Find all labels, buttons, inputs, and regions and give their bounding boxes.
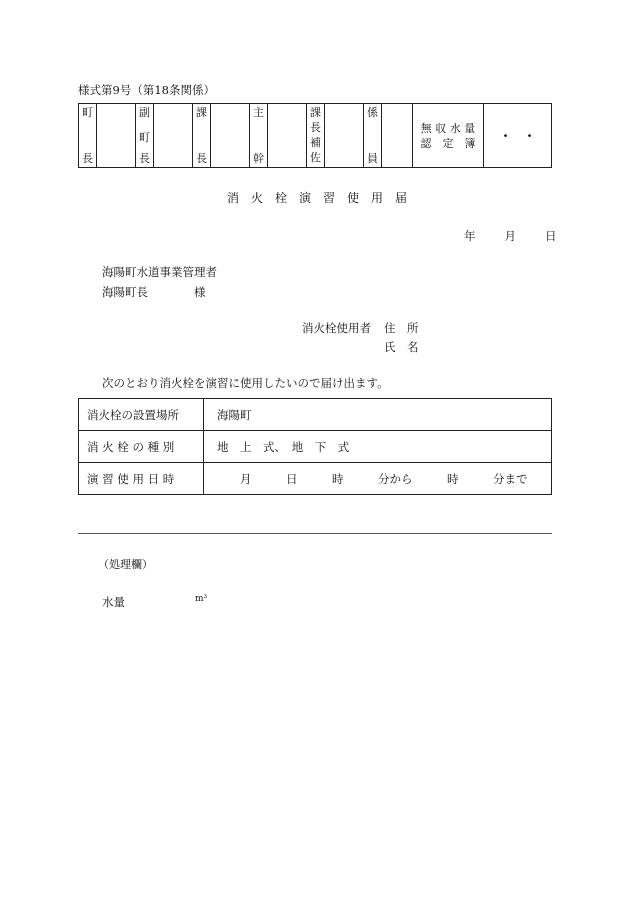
stamp-box-deputy[interactable] [154, 104, 193, 168]
table-row [79, 463, 552, 495]
water-volume-label: 水量 [102, 595, 125, 609]
processing-heading: （処理欄） [98, 558, 153, 571]
stamp-label-chief: 町 長 [79, 104, 97, 168]
table-row [79, 431, 552, 463]
water-volume-unit: m³ [195, 594, 208, 604]
stamp-label-deputy: 副 町 長 [136, 104, 154, 168]
addressee-manager: 海陽町水道事業管理者 [102, 265, 217, 279]
table-row [79, 399, 552, 431]
stamp-box-chief[interactable] [97, 104, 136, 168]
stamp-box-section-chief[interactable] [211, 104, 250, 168]
stamp-box-assistant-chief[interactable] [325, 104, 364, 168]
addressee-honorific: 様 [194, 285, 206, 299]
document-title: 消 火 栓 演 習 使 用 届 [227, 191, 408, 205]
hydrant-type-value[interactable]: 地 上 式、 地 下 式 [204, 431, 552, 463]
date-line: 年 月 日 [464, 229, 559, 243]
location-value[interactable]: 海陽町 [204, 399, 552, 431]
stamp-label-section-chief: 課 長 [193, 104, 211, 168]
stamp-label-senior: 主 幹 [250, 104, 268, 168]
applicant-address-label: 住 所 [384, 321, 419, 335]
register-date: ・ ・ [499, 129, 536, 143]
register-date-cell[interactable] [484, 104, 552, 168]
hydrant-type-label: 消 火 栓 の 種 別 [79, 431, 204, 463]
location-label: 消火栓の設置場所 [79, 399, 204, 431]
form-number: 様式第9号（第18条関係） [78, 83, 215, 97]
addressee-mayor: 海陽町長 [102, 285, 148, 299]
usage-datetime-value[interactable]: 月 日 時 分から 時 分まで [204, 463, 552, 495]
approval-stamp-table [78, 103, 552, 168]
stamp-label-assistant-chief: 課 長 補 佐 [307, 104, 325, 168]
section-divider [78, 533, 552, 534]
register-label-cell: 無 収 水 量 認 定 簿 [413, 104, 484, 168]
applicant-name-label: 氏 名 [384, 340, 419, 354]
stamp-label-staff: 係 員 [364, 104, 382, 168]
usage-datetime-label: 演 習 使 用 日 時 [79, 463, 204, 495]
body-text: 次のとおり消火栓を演習に使用したいので届け出ます。 [102, 376, 389, 390]
hydrant-details-table [78, 398, 552, 495]
stamp-box-senior[interactable] [268, 104, 307, 168]
applicant-label: 消火栓使用者 [302, 321, 371, 335]
stamp-box-staff[interactable] [382, 104, 413, 168]
